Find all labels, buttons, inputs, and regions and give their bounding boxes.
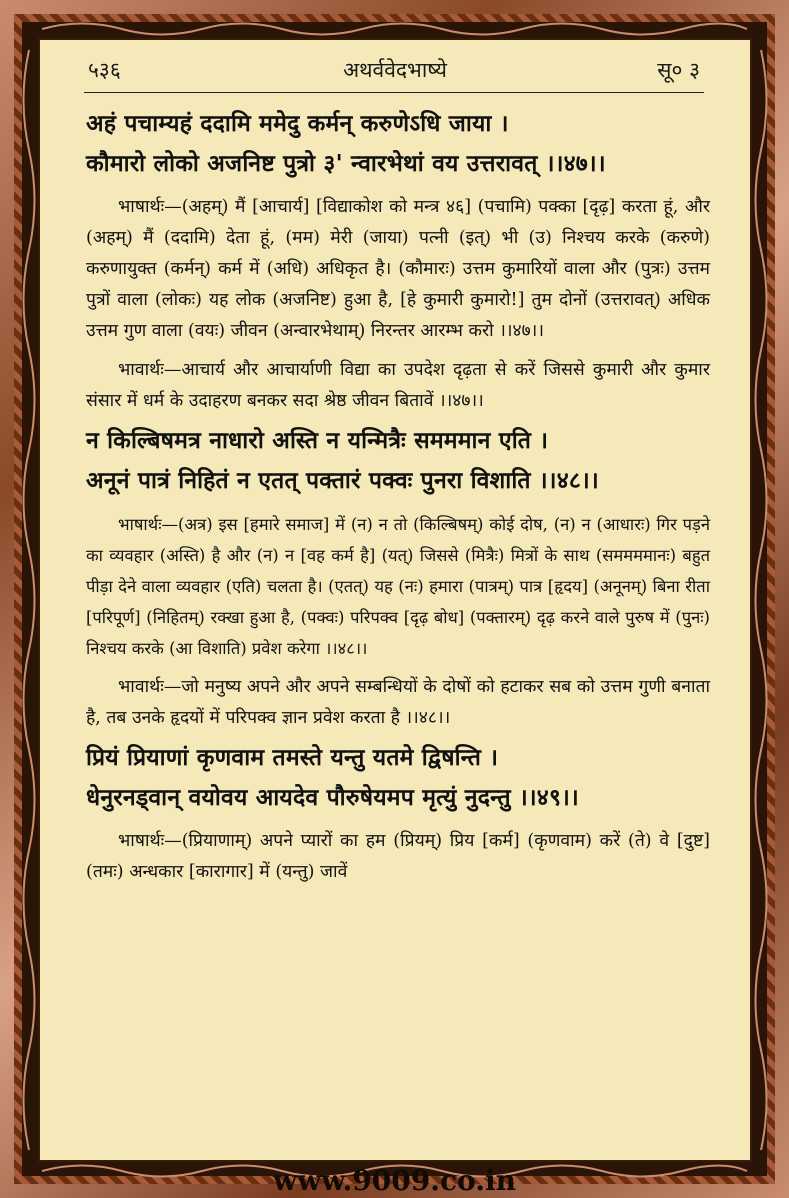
mantra-49 xyxy=(86,742,710,814)
summary-paragraph: भावार्थः—आचार्य और आचार्याणी विद्या का उपदेश दृढ़ता से करें जिससे कुमारी और कुमार संसार में धर्म के उदाहरण बनकर सदा श्रेष्ठ जीवन बितावें ।।४७।। xyxy=(86,360,710,411)
summary-paragraph: भावार्थः—जो मनुष्य अपने और अपने सम्बन्धियों के दोषों को हटाकर सब को उत्तम गुणी बनाता है, तब उनके हृदयों में परिपक्व ज्ञान प्रवेश करता है ।।४८।। xyxy=(86,677,710,728)
mantra-line: धेनुरनड्वान् वयोवय आयदेव पौरुषेयमप मृत्युं नुदन्तु ।।४९।। xyxy=(86,784,579,811)
mantra-line: न किल्बिषमत्र नाधारो अस्ति न यन्मित्रैः समममान एति । xyxy=(86,427,549,454)
header-divider xyxy=(84,92,704,93)
website-link[interactable]: www.9009.co.in xyxy=(273,1164,516,1197)
mantra-47 xyxy=(86,108,710,180)
flourish-right-icon xyxy=(752,40,770,1160)
flourish-top-icon xyxy=(22,20,767,38)
book-page xyxy=(38,38,752,1162)
mantra-line: अहं पचाम्यहं ददामि ममेदु कर्मन् करुणेऽधि जाया । xyxy=(86,110,509,137)
website-footer[interactable] xyxy=(0,1163,789,1198)
mantra-line: अनूनं पात्रं निहितं न एतत् पक्तारं पक्वः पुनरा विशाति ।।४८।। xyxy=(86,467,599,494)
translation-paragraph: भाषार्थः—(प्रियाणाम्) अपने प्यारों का हम (प्रियम्) प्रिय [कर्म] (कृणवाम) करें (ते) वे [दुष्ट] (तमः) अन्धकार [कारागार] में (यन्तु) जावें xyxy=(86,831,710,882)
flourish-left-icon xyxy=(20,40,38,1160)
mantra-line: प्रियं प्रियाणां कृणवाम तमस्ते यन्तु यतमे द्विषन्ति । xyxy=(86,744,499,771)
section-label: सू० ३ xyxy=(657,58,700,82)
page-title: अथर्ववेदभाष्ये xyxy=(343,58,447,82)
page-number: ५३६ xyxy=(88,58,121,82)
mantra-line: कौमारो लोको अजनिष्ट पुत्रो ३' न्वारभेथां वय उत्तरावत् ।।४७।। xyxy=(86,150,606,177)
page-body xyxy=(86,102,710,896)
page-header xyxy=(40,46,750,88)
translation-paragraph: भाषार्थः—(अत्र) इस [हमारे समाज] में (न) न तो (किल्बिषम्) कोई दोष, (न) न (आधारः) गिर पड़ने का व्यवहार (अस्ति) है और (न) न [वह कर्म है] (यत्) जिससे (मित्रैः) मित्रों के साथ (सममममानः) बहुत पीड़ा देने वाला व्यवहार (एति) चलता है। (एतत्) यह (नः) हमारा (पात्रम्) पात्र [हृदय] (अनूनम्) बिना रीता [परिपूर्ण] (निहितम्) रक्खा हुआ है, (पक्वः) परिपक्व [दृढ़ बोध] (पक्तारम्) दृढ़ करने वाले पुरुष में (पुनः) निश्चय करके (आ विशाति) प्रवेश करेगा ।।४८।। xyxy=(86,515,710,658)
mantra-48 xyxy=(86,425,710,497)
translation-paragraph: भाषार्थः—(अहम्) मैं [आचार्य] [विद्याकोश को मन्त्र ४६] (पचामि) पक्का [दृढ़] करता हूं, और (अहम्) मैं (ददामि) देता हूं, (मम) मेरी (जाया) पत्नी (इत्) भी (उ) निश्चय करके (करुणे) करुणायुक्त (कर्मन्) कर्म में (अधि) अधिकृत है। (कौमारः) उत्तम कुमारियों वाला और (पुत्रः) उत्तम पुत्रों वाला (लोकः) यह लोक (अजनिष्ट) हुआ है, [हे कुमारी कुमारो!] तुम दोनों (उत्तरावत्) अधिक उत्तम गुण वाला (वयः) जीवन (अन्वारभेथाम्) निरन्तर आरम्भ करो ।।४७।। xyxy=(86,197,710,341)
